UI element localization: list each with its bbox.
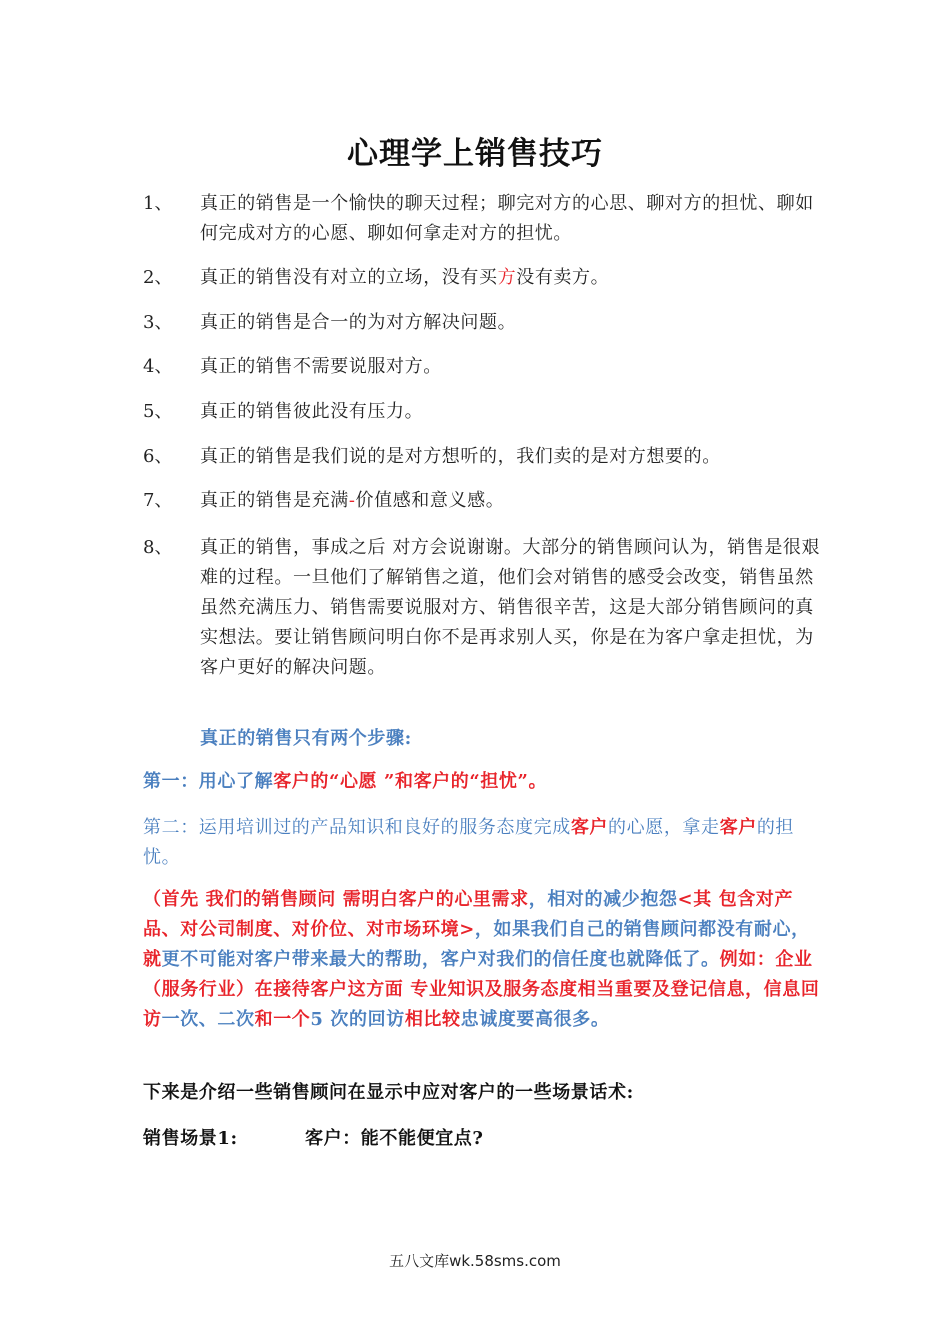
scene-line — [143, 1124, 823, 1154]
item-text: 真正的销售没有对立的立场，没有买方没有卖方。 — [200, 267, 610, 288]
list-item — [143, 352, 823, 382]
scene-label: 销售场景1: — [143, 1128, 238, 1149]
list-item — [143, 308, 823, 338]
footer-watermark: 五八文库wk.58sms.com — [389, 1252, 561, 1270]
step-one: 第一：用心了解客户的“心愿 ”和客户的“担忧”。 — [143, 771, 548, 792]
list-item — [143, 442, 823, 472]
list-item — [143, 533, 823, 683]
item-text: 真正的销售，事成之后 对方会说谢谢。大部分的销售顾问认为，销售是很艰难的过程。一旦他们了解销售之道，他们会对销售的感受会改变，销售虽然虽然充满压力、销售需要说服对方、销售很辛苦，这是大部分销售顾问的真实想法。要让销售顾问明白你不是再求别人买，你是在为客户拿走担忧，为客户更好的解决问题。 — [200, 537, 821, 678]
list-item — [143, 189, 823, 249]
item-text: 真正的销售是一个愉快的聊天过程；聊完对方的心思、聊对方的担忧、聊如何完成对方的心愿、聊如何拿走对方的担忧。 — [200, 193, 814, 244]
item-number: 2、 — [143, 267, 173, 288]
page-title: 心理学上销售技巧 — [347, 136, 603, 172]
list-item — [143, 397, 823, 427]
item-number: 3、 — [143, 312, 173, 333]
list-item — [143, 486, 823, 516]
list-item — [143, 263, 823, 293]
item-number: 5、 — [143, 401, 173, 422]
item-number: 8、 — [143, 537, 173, 558]
item-text: 真正的销售是充满-价值感和意义感。 — [200, 490, 505, 511]
step-two: 第二：运用培训过的产品知识和良好的服务态度完成客户的心愿，拿走客户的担忧。 — [143, 817, 795, 868]
scene-intro: 下来是介绍一些销售顾问在显示中应对客户的一些场景话术: — [143, 1082, 634, 1103]
item-text: 真正的销售不需要说服对方。 — [200, 356, 442, 377]
item-number: 4、 — [143, 356, 173, 377]
item-number: 7、 — [143, 490, 173, 511]
item-number: 6、 — [143, 446, 173, 467]
scene-text: 客户：能不能便宜点? — [305, 1128, 484, 1149]
item-number: 1、 — [143, 193, 173, 214]
item-text: 真正的销售是合一的为对方解决问题。 — [200, 312, 517, 333]
steps-heading: 真正的销售只有两个步骤: — [200, 728, 412, 749]
item-text: 真正的销售是我们说的是对方想听的，我们卖的是对方想要的。 — [200, 446, 721, 467]
note-paragraph: （首先 我们的销售顾问 需明白客户的心里需求，相对的减少抱怨<其 包含对产品、对公司制度、对价位、对市场环境>，如果我们自己的销售顾问都没有耐心，就更不可能对客户带来最大的帮助，客户对我们的信任度也就降低了。例如：企业（服务行业）在接待客户这方面 专业知识及服务态度相当重要及登记信息，信息回访一次、二次和一个5 次的回访相比较忠诚度要高很多。 — [143, 889, 820, 1030]
item-text: 真正的销售彼此没有压力。 — [200, 401, 424, 422]
